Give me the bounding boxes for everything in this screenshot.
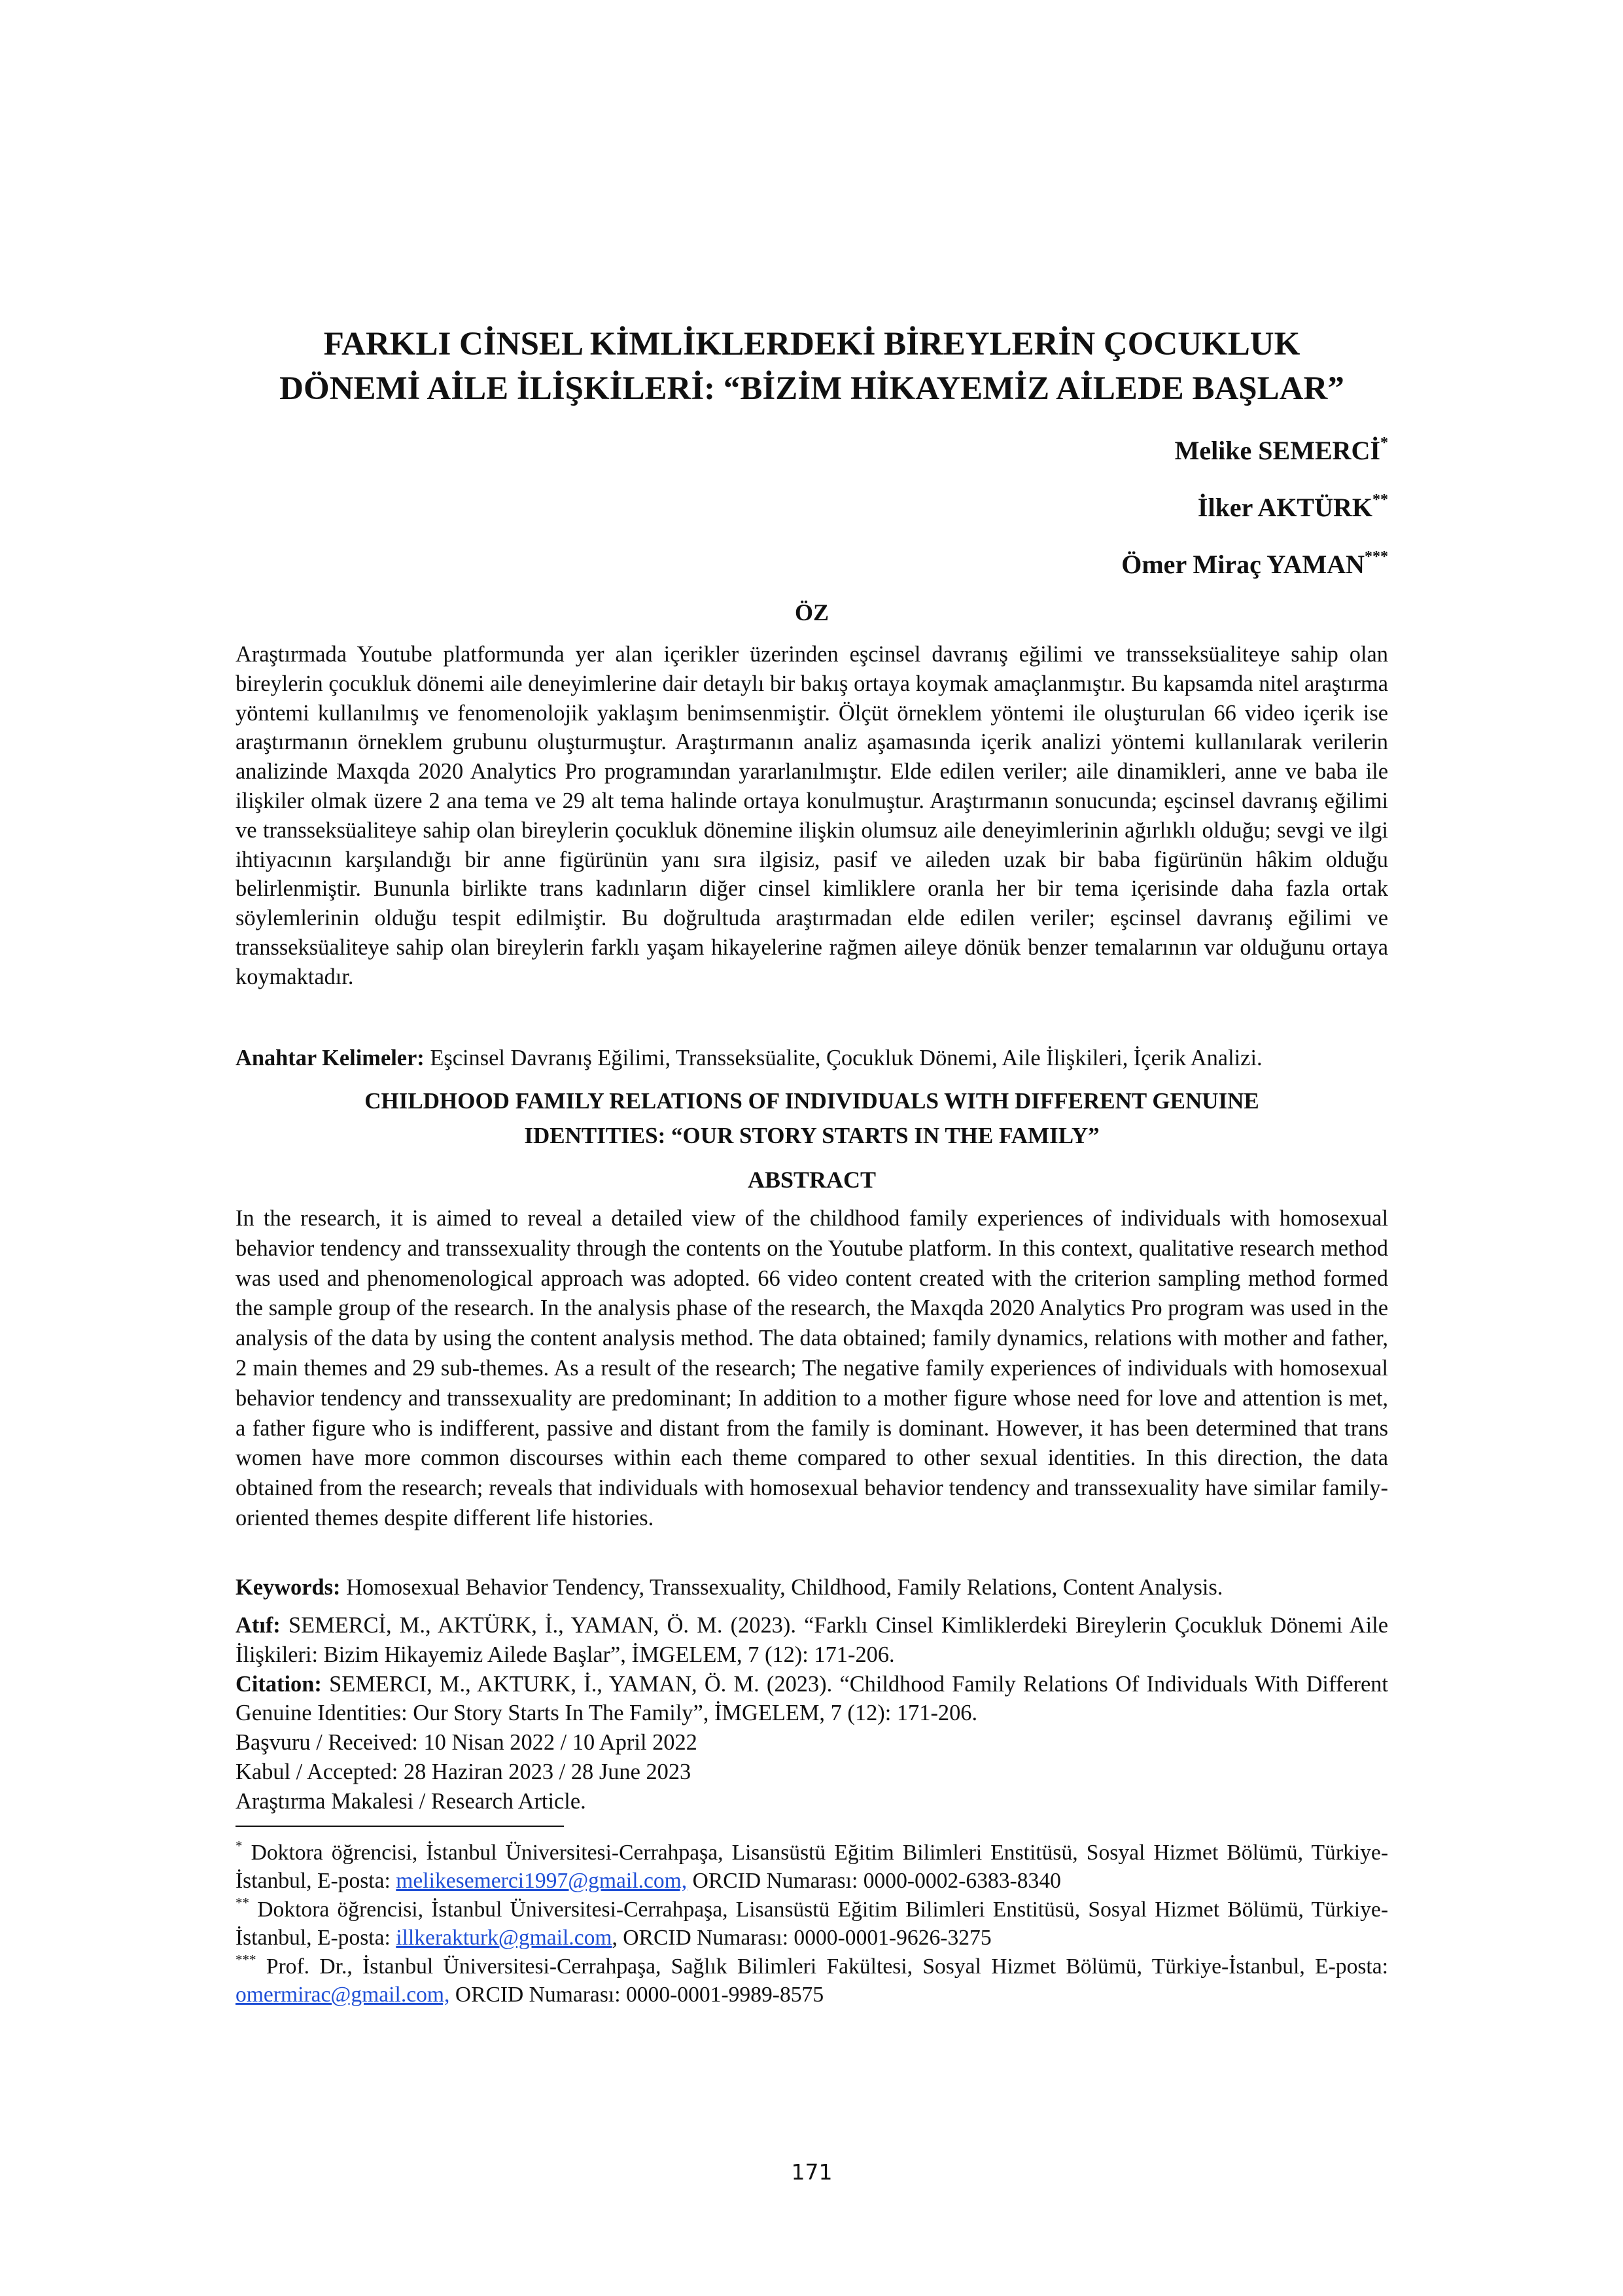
footnote-divider <box>236 1826 564 1827</box>
citation-label: Citation: <box>236 1671 322 1697</box>
english-title <box>236 1084 1388 1153</box>
footnote-text: Prof. Dr., İstanbul Üniversitesi-Cerrahpaşa, Sağlık Bilimleri Fakültesi, Sosyal Hizmet Bölümü, Türkiye-İstanbul, E-posta: <box>256 1954 1388 1979</box>
oz-heading: ÖZ <box>794 599 829 626</box>
atif-text: SEMERCİ, M., AKTÜRK, İ., YAMAN, Ö. M. (2023). “Farklı Cinsel Kimliklerdeki Bireylerin Çocukluk Dönemi Aile İlişkileri: Bizim Hikayemiz Ailede Başlar”, İMGELEM, 7 (12): 171-206. <box>236 1613 1388 1667</box>
keywords-label: Keywords: <box>236 1575 341 1600</box>
footnote-mark: *** <box>236 1951 256 1968</box>
oz-abstract-text: Araştırmada Youtube platformunda yer alan içerikler üzerinden eşcinsel davranış eğilimi ve transseksüaliteye sahip olan bireylerin çocukluk dönemi aile deneyimlerine dair detaylı bir bakış ortaya koymak amaçlanmıştır. Bu kapsamda nitel araştırma yöntemi kullanılmış ve fenomenolojik yaklaşım benimsenmiştir. Ölçüt örneklem yöntemi ile oluşturulan 66 video içerik ise araştırmanın örneklem grubunu oluşturmuştur. Araştırmanın analiz aşamasında içerik analizi yöntemi kullanılarak verilerin analizinde Maxqda 2020 Analytics Pro programından yararlanılmıştır. Elde edilen veriler; aile dinamikleri, anne ve baba ile ilişkiler olmak üzere 2 ana tema ve 29 alt tema halinde ortaya konulmuştur. Araştırmanın sonucunda; eşcinsel davranış eğilimi ve transseksüaliteye sahip olan bireylerin çocukluk dönemine ilişkin olumsuz aile deneyimlerinin ağırlıklı olduğu; sevgi ve ilgi ihtiyacının karşılandığı bir anne figürünün yanı sıra ilgisiz, pasif ve aileden uzak bir baba figürünün hâkim olduğu belirlenmiştir. Bununla birlikte trans kadınların diğer cinsel kimliklere oranla her bir tema içerisinde daha fazla ortak söylemlerinin olduğu tespit edilmiştir. Bu doğrultuda araştırmadan elde edilen veriler; eşcinsel davranış eğilimi ve transseksüaliteye sahip olan bireylerin farklı yaşam hikayelerine rağmen aileye dönük benzer temalarının var olduğunu ortaya koymaktadır. <box>236 642 1388 989</box>
author-2 <box>1198 491 1388 524</box>
english-citation <box>236 1670 1388 1729</box>
author-name: Ömer Miraç YAMAN <box>1121 550 1365 579</box>
author-3 <box>1121 548 1388 581</box>
received-date: Başvuru / Received: 10 Nisan 2022 / 10 April 2022 <box>236 1730 697 1756</box>
title-line-1: FARKLI CİNSEL KİMLİKLERDEKİ BİREYLERİN ÇOCUKLUK <box>323 326 1300 362</box>
author-name: Melike SEMERCİ <box>1174 436 1380 465</box>
english-keywords <box>236 1573 1388 1602</box>
paper-title <box>236 322 1388 411</box>
author-1 <box>1175 434 1388 467</box>
footnote-text: Doktora öğrencisi, İstanbul Üniversitesi-Cerrahpaşa, Lisansüstü Eğitim Bilimleri Enstitüsü, Sosyal Hizmet Bölümü, Türkiye-İstanbul, E-posta: <box>236 1841 1388 1894</box>
english-title-line-1: CHILDHOOD FAMILY RELATIONS OF INDIVIDUALS WITH DIFFERENT GENUINE <box>364 1088 1259 1114</box>
footnote-1 <box>236 1839 1388 1896</box>
author-footnote-mark[interactable]: * <box>1380 434 1388 451</box>
author-footnote-mark[interactable]: ** <box>1372 491 1388 508</box>
keywords-text: Eşcinsel Davranış Eğilimi, Transseksüalite, Çocukluk Dönemi, Aile İlişkileri, İçerik Analizi. <box>424 1046 1263 1070</box>
email-link[interactable]: illkerakturk@gmail.com <box>396 1926 612 1951</box>
citation-text: SEMERCI, M., AKTURK, İ., YAMAN, Ö. M. (2023). “Childhood Family Relations Of Individuals With Different Genuine Identities: Our Story Starts In The Family”, İMGELEM, 7 (12): 171-206. <box>236 1671 1388 1726</box>
footnotes <box>236 1839 1388 2009</box>
english-abstract-text: In the research, it is aimed to reveal a detailed view of the childhood family experiences of individuals with homosexual behavior tendency and transsexuality through the contents on the Youtube platform. In this context, qualitative research method was used and phenomenological approach was adopted. 66 video content created with the criterion sampling method formed the sample group of the research. In the analysis phase of the research, the Maxqda 2020 Analytics Pro program was used in the analysis of the data by using the content analysis method. The data obtained; family dynamics, relations with mother and father, 2 main themes and 29 sub-themes. As a result of the research; The negative family experiences of individuals with homosexual behavior tendency and transsexuality are predominant; In addition to a mother figure whose need for love and attention is met, a father figure who is indifferent, passive and distant from the family is dominant. However, it has been determined that trans women have more common discourses within each theme compared to other sexual identities. In this direction, the data obtained from the research; reveals that individuals with homosexual behavior tendency and transsexuality have similar family-oriented themes despite different life histories. <box>236 1206 1388 1530</box>
footnote-2 <box>236 1896 1388 1952</box>
footnote-3 <box>236 1952 1388 2009</box>
footnote-orcid: ORCID Numarası: 0000-0002-6383-8340 <box>687 1869 1061 1894</box>
email-link[interactable]: melikesemerci1997@gmail.com, <box>396 1869 688 1894</box>
article-type: Araştırma Makalesi / Research Article. <box>236 1788 586 1814</box>
keywords-text: Homosexual Behavior Tendency, Transsexuality, Childhood, Family Relations, Content Analysis. <box>340 1575 1223 1600</box>
footnote-orcid: , ORCID Numarası: 0000-0001-9626-3275 <box>612 1926 992 1951</box>
footnote-orcid: ORCID Numarası: 0000-0001-9989-8575 <box>449 1983 824 2007</box>
accepted-date: Kabul / Accepted: 28 Haziran 2023 / 28 June 2023 <box>236 1759 691 1784</box>
author-name: İlker AKTÜRK <box>1197 493 1372 522</box>
keywords-label: Anahtar Kelimeler: <box>236 1046 425 1070</box>
page-number: 171 <box>791 2159 833 2185</box>
english-title-line-2: IDENTITIES: “OUR STORY STARTS IN THE FAMILY” <box>524 1123 1100 1148</box>
email-link[interactable]: omermirac@gmail.com, <box>236 1983 450 2007</box>
title-line-2: DÖNEMİ AİLE İLİŞKİLERİ: “BİZİM HİKAYEMİZ AİLEDE BAŞLAR” <box>279 370 1344 407</box>
atif-label: Atıf: <box>236 1613 281 1638</box>
turkish-keywords <box>236 1044 1388 1073</box>
paper-page <box>236 0 1388 2296</box>
abstract-heading: ABSTRACT <box>747 1167 877 1193</box>
footnote-mark: * <box>236 1838 243 1854</box>
footnote-text: Doktora öğrencisi, İstanbul Üniversitesi-Cerrahpaşa, Lisansüstü Eğitim Bilimleri Enstitüsü, Sosyal Hizmet Bölümü, Türkiye-İstanbul, E-posta: <box>236 1897 1388 1951</box>
citation-block <box>236 1611 1388 1816</box>
footnote-mark: ** <box>236 1894 249 1911</box>
atif-citation <box>236 1611 1388 1670</box>
author-footnote-mark[interactable]: *** <box>1365 548 1388 565</box>
